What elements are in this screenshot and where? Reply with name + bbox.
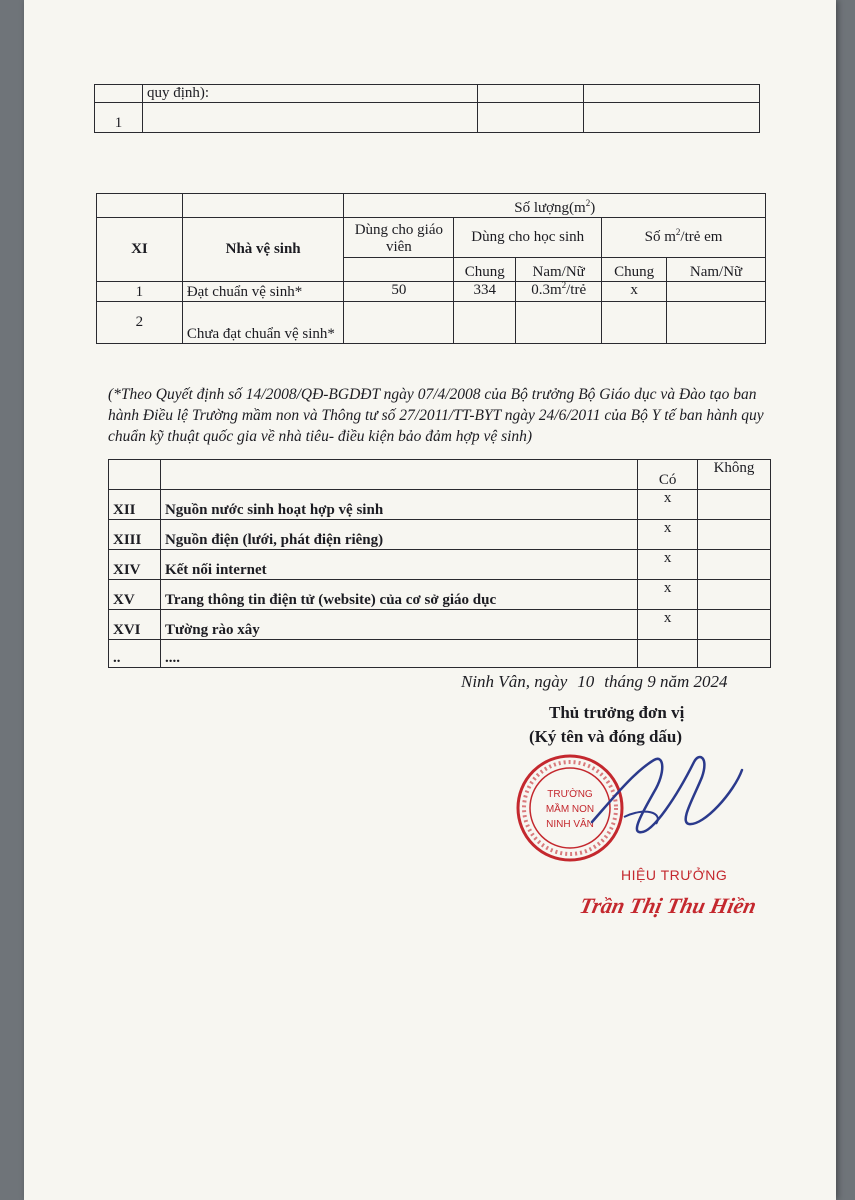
place-date: Ninh Vân, ngày 10 tháng 9 năm 2024 bbox=[461, 672, 728, 691]
table-row: 2 Chưa đạt chuẩn vệ sinh* bbox=[97, 302, 766, 344]
document-page bbox=[24, 0, 836, 1200]
table-row: XII Nguồn nước sinh hoạt hợp vệ sinh x bbox=[109, 490, 771, 520]
col-area: Số $m^2$/trẻ em bbox=[602, 218, 766, 258]
signer-subtitle: (Ký tên và đóng dấu) bbox=[529, 727, 683, 746]
section-title: Nhà vệ sinh bbox=[182, 218, 344, 282]
col-teacher: Dùng cho giáo viên bbox=[344, 218, 454, 258]
signer-name: Trần Thị Thu Hiền bbox=[577, 893, 759, 918]
table-row bbox=[95, 85, 760, 103]
table-row: 1 Đạt chuẩn vệ sinh* 50 334 $0.3m^2$/trẻ x bbox=[97, 282, 766, 302]
handwritten-signature bbox=[584, 752, 754, 842]
table-continued bbox=[94, 84, 760, 133]
stamp-line-1: TRƯỜNG bbox=[547, 789, 593, 800]
stamp-line-2: MẦM NON bbox=[545, 804, 595, 815]
cell-label: quy định): bbox=[142, 85, 478, 103]
signer-title: Thủ trưởng đơn vị bbox=[549, 703, 685, 722]
col-no: Không bbox=[698, 460, 771, 490]
col-student: Dùng cho học sinh bbox=[454, 218, 602, 258]
table-row: XIII Nguồn điện (lưới, phát điện riêng) x bbox=[109, 520, 771, 550]
table-row: 1 bbox=[95, 103, 760, 133]
sanitation-table: Số $lượng(m^2)$ XI Nhà vệ sinh Dùng cho giáo viên Dùng cho học sinh Số $m^2$/trẻ em Chung Nam/Nữ Chung Nam/Nữ 1 Đạt chuẩn vệ sinh* 50 334 $0.3m^2$/trẻ x 2 Chưa đạt chuẩn vệ sinh* bbox=[96, 193, 766, 344]
role-label: HIỆU TRƯỞNG bbox=[621, 867, 728, 883]
stamp-line-3: NINH VÂN bbox=[546, 819, 594, 830]
section-number: XI bbox=[97, 218, 183, 282]
table-row: XIV Kết nối internet x bbox=[109, 550, 771, 580]
table-row: XV Trang thông tin điện tử (website) của cơ sở giáo dục x bbox=[109, 580, 771, 610]
footnote: (*Theo Quyết định số 14/2008/QĐ-BGDĐT ngày 07/4/2008 của Bộ trưởng Bộ Giáo dục và Đào tạo ban hành Điều lệ Trường mầm non và Thông tư số 27/2011/TT-BYT ngày 24/6/2011 của Bộ Y tế ban hành quy chuẩn kỹ thuật quốc gia về nhà tiêu- điều kiện bảo đảm hợp vệ sinh) bbox=[108, 386, 764, 445]
col-yes: Có bbox=[638, 460, 698, 490]
header-quantity: Số $lượng(m^2)$ bbox=[344, 194, 766, 218]
table-row: .. .... bbox=[109, 640, 771, 668]
table-row: XVI Tường rào xây x bbox=[109, 610, 771, 640]
facilities-table bbox=[108, 459, 771, 668]
